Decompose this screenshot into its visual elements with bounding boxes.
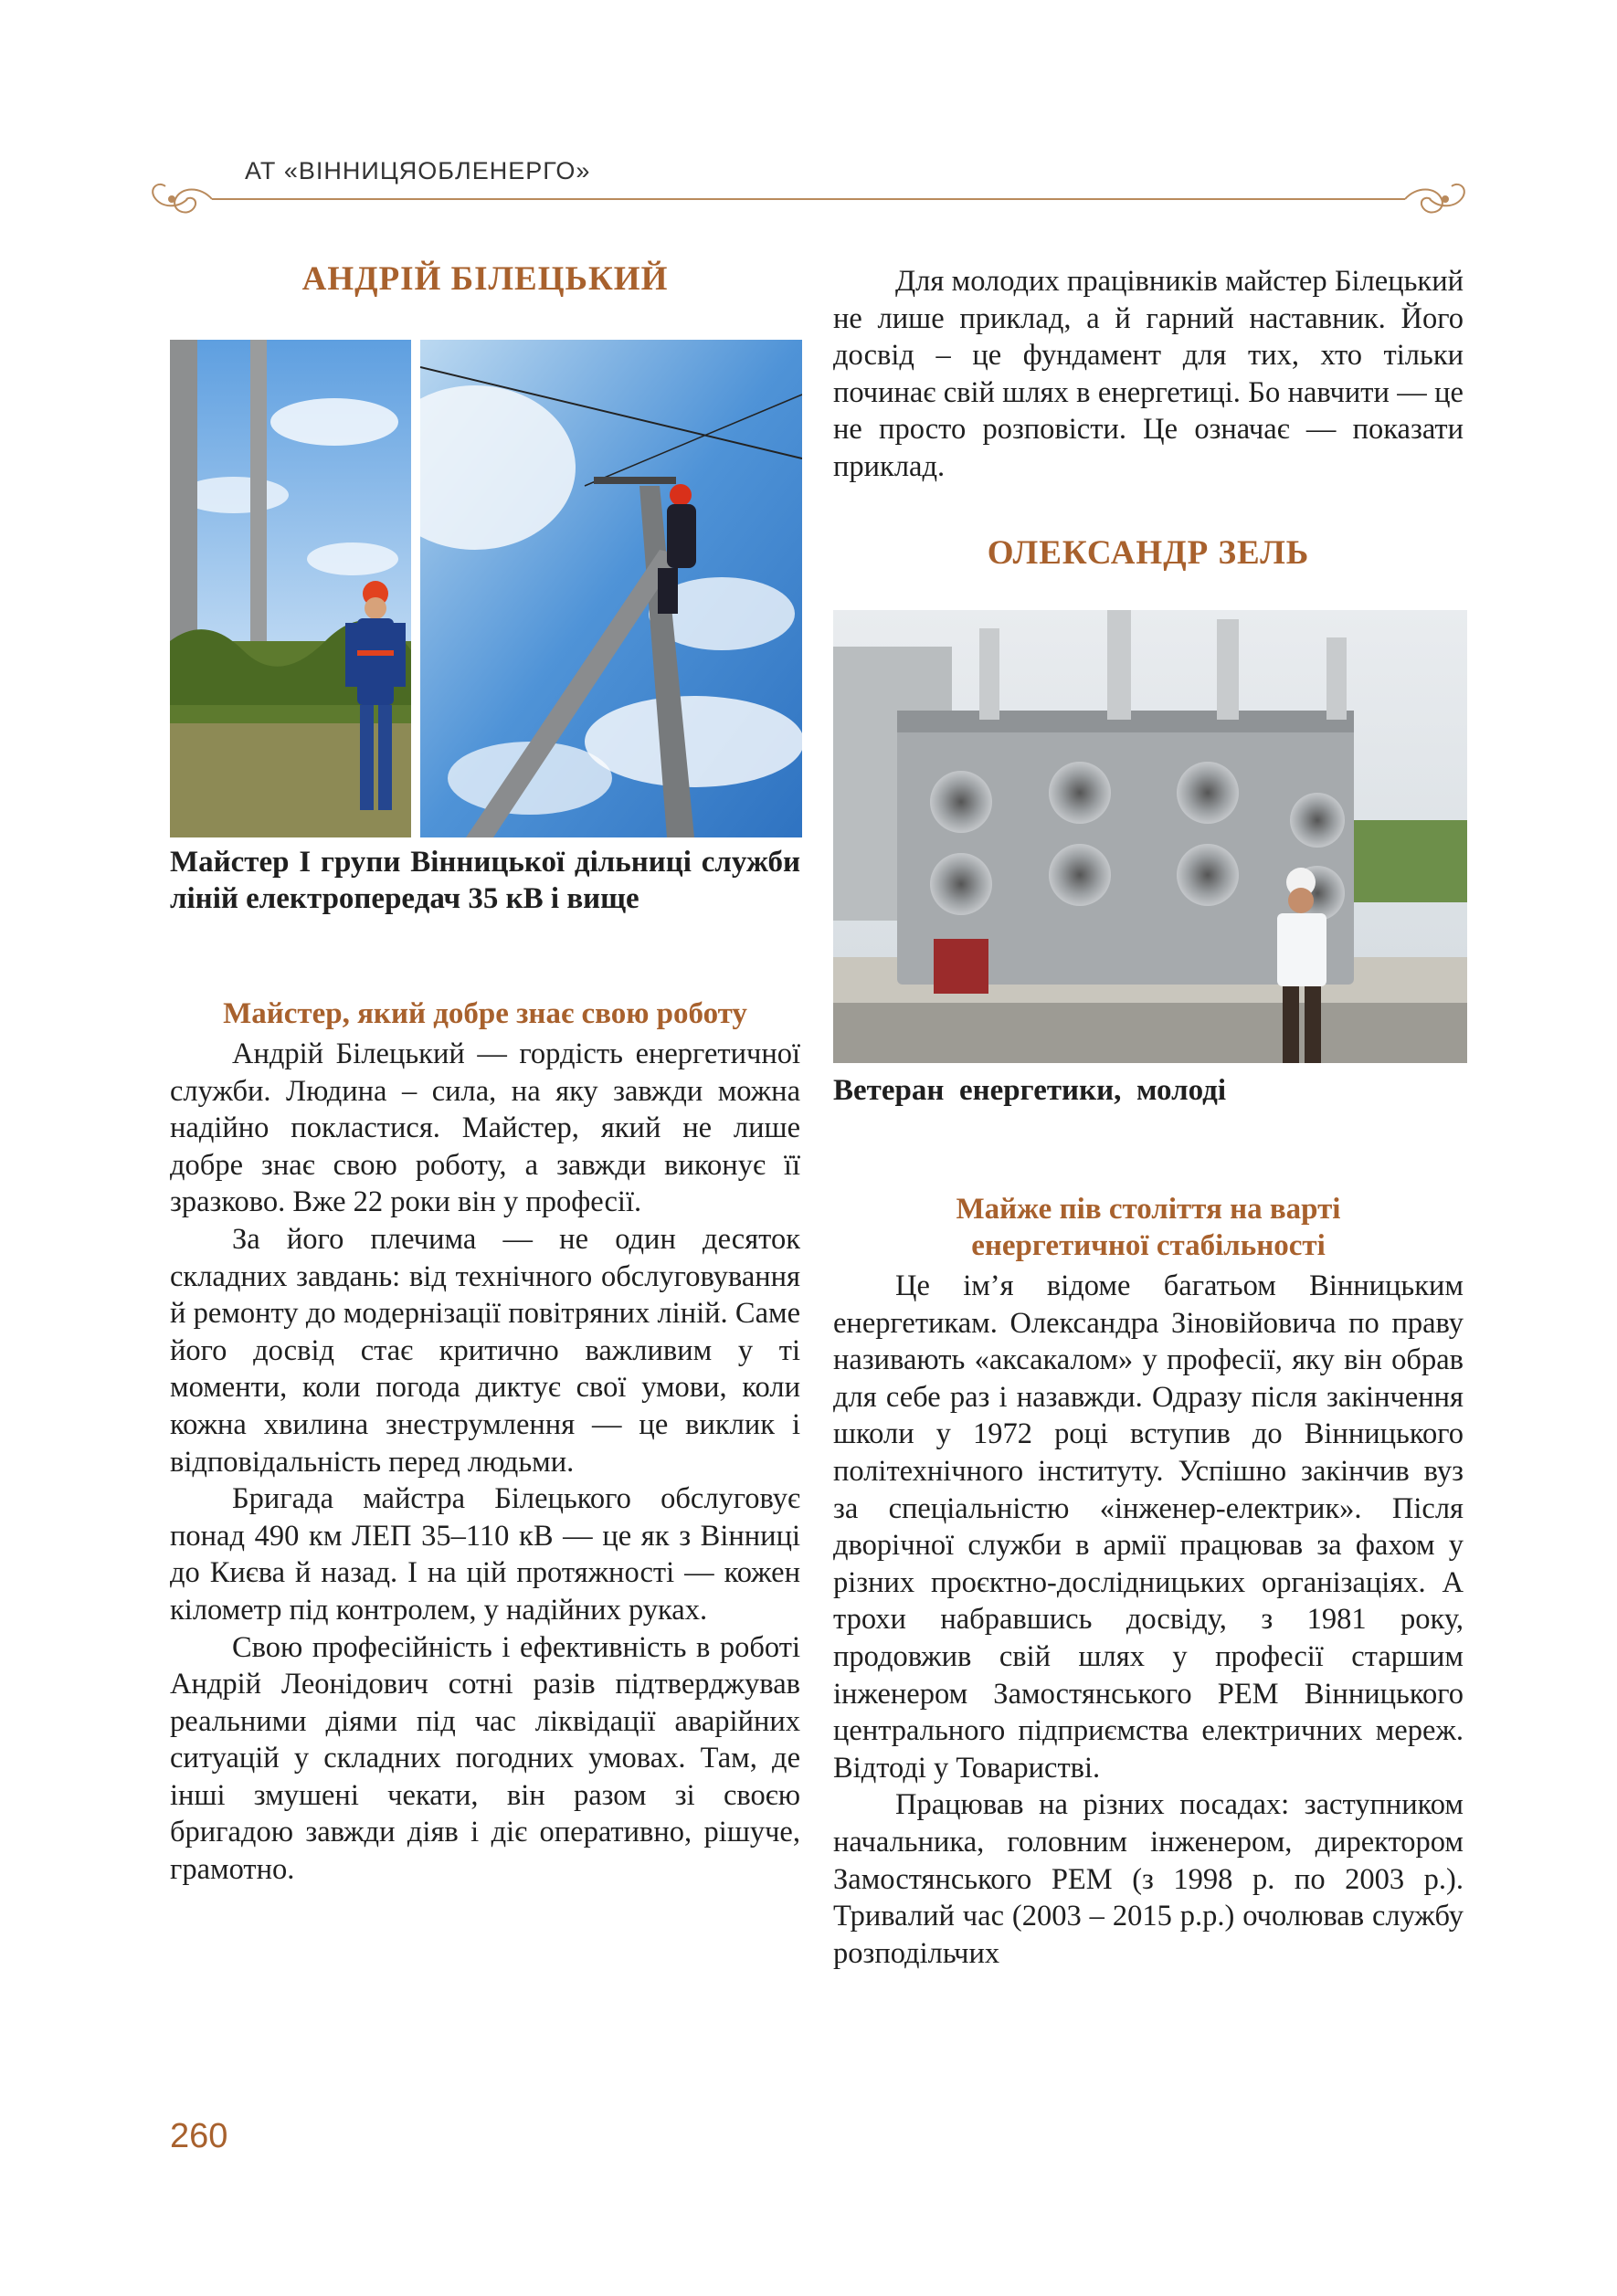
ornamental-divider bbox=[0, 179, 1617, 216]
paragraph: Це ім’я відоме багатьом Вінницьким енергетикам. Олександра Зіновійовича по праву називають «аксакалом» у професії, яку він обрав для себе раз і назавжди. Одразу після закінчення школи у 1972 році вступив до Вінницького політехнічного інституту. Успішно закінчив вуз за спеціальністю «інженер-електрик». Після дворічної служби в армії працював за фахом у різних проєктно-дослідницьких організаціях. А трохи набравшись досвіду, з 1981 року, продовжив свій шлях у професії старшим інженером Замостянського РЕМ Вінницького центрального підприємства електричних мереж. Відтоді у Товаристві. bbox=[833, 1269, 1464, 1785]
page-number: 260 bbox=[170, 2117, 228, 2155]
article-body-zel bbox=[833, 1268, 1464, 1972]
paragraph: Працював на різних посадах: заступником начальника, головним інженером, директором Замостянського РЕМ (з 1998 р. по 2003 р.). Тривалий час (2003 – 2015 р.р.) очолював службу розподільчих bbox=[833, 1788, 1464, 1970]
article-body-continued bbox=[833, 263, 1464, 486]
name-heading-zel: ОЛЕКСАНДР ЗЕЛЬ bbox=[987, 534, 1310, 572]
paragraph: Андрій Білецький — гордість енергетичної служби. Людина – сила, на яку завжди можна надійно покластися. Майстер, який не лише добре знає свою роботу, а завжди виконує її зразково. Вже 22 роки він у професії. bbox=[170, 1037, 800, 1219]
paragraph: Для молодих працівників майстер Білецький не лише приклад, а й гарний наставник. Його досвід – це фундамент для тих, хто тільки починає свій шлях в енергетиці. Бо навчити — це не просто розповісти. Це означає — показати приклад. bbox=[833, 265, 1464, 483]
photo-worker-on-pole bbox=[420, 340, 802, 837]
paragraph: Свою професійність і ефективність в роботі Андрій Леонідович сотні разів підтверджував реальними діями під час ліквідації аварійних ситуацій у складних погодних умовах. Там, де інші змушені чекати, він разом зі своєю бригадою завжди діяв і діє оперативно, рішуче, грамотно. bbox=[170, 1630, 800, 1887]
photo-caption-zel: Ветеран енергетики, молоді bbox=[833, 1074, 1226, 1107]
photo-veteran-transformer bbox=[833, 610, 1467, 1063]
name-heading-biletskyi: АНДРІЙ БІЛЕЦЬКИЙ bbox=[301, 260, 669, 298]
paragraph: За його плечима — не один десяток складних завдань: від технічного обслуговування й ремонту до модернізації повітряних ліній. Саме його досвід стає критично важливим у ті моменти, коли погода диктує свої умови, коли кожна хвилина знеструмлення — це виклик і відповідальність перед людьми. bbox=[170, 1222, 800, 1479]
photo-worker-standing bbox=[170, 340, 411, 837]
subheading-zel-line2: енергетичної стабільності bbox=[971, 1229, 1326, 1262]
running-header: АТ «ВІННИЦЯОБЛЕНЕРГО» bbox=[245, 157, 591, 184]
paragraph: Бригада майстра Білецького обслуговує понад 490 км ЛЕП 35–110 кВ — це як з Вінниці до Києва й назад. І на цій протяжності — кожен кілометр під контролем, у надійних руках. bbox=[170, 1482, 800, 1627]
article-body-biletskyi bbox=[170, 1036, 800, 1889]
subheading-zel-line1: Майже пів століття на варті bbox=[956, 1193, 1341, 1226]
photo-caption-biletskyi: Майстер І групи Вінницької дільниці служби ліній електропередач 35 кВ і вище bbox=[170, 846, 800, 915]
subheading-biletskyi: Майстер, який добре знає свою роботу bbox=[223, 997, 747, 1030]
